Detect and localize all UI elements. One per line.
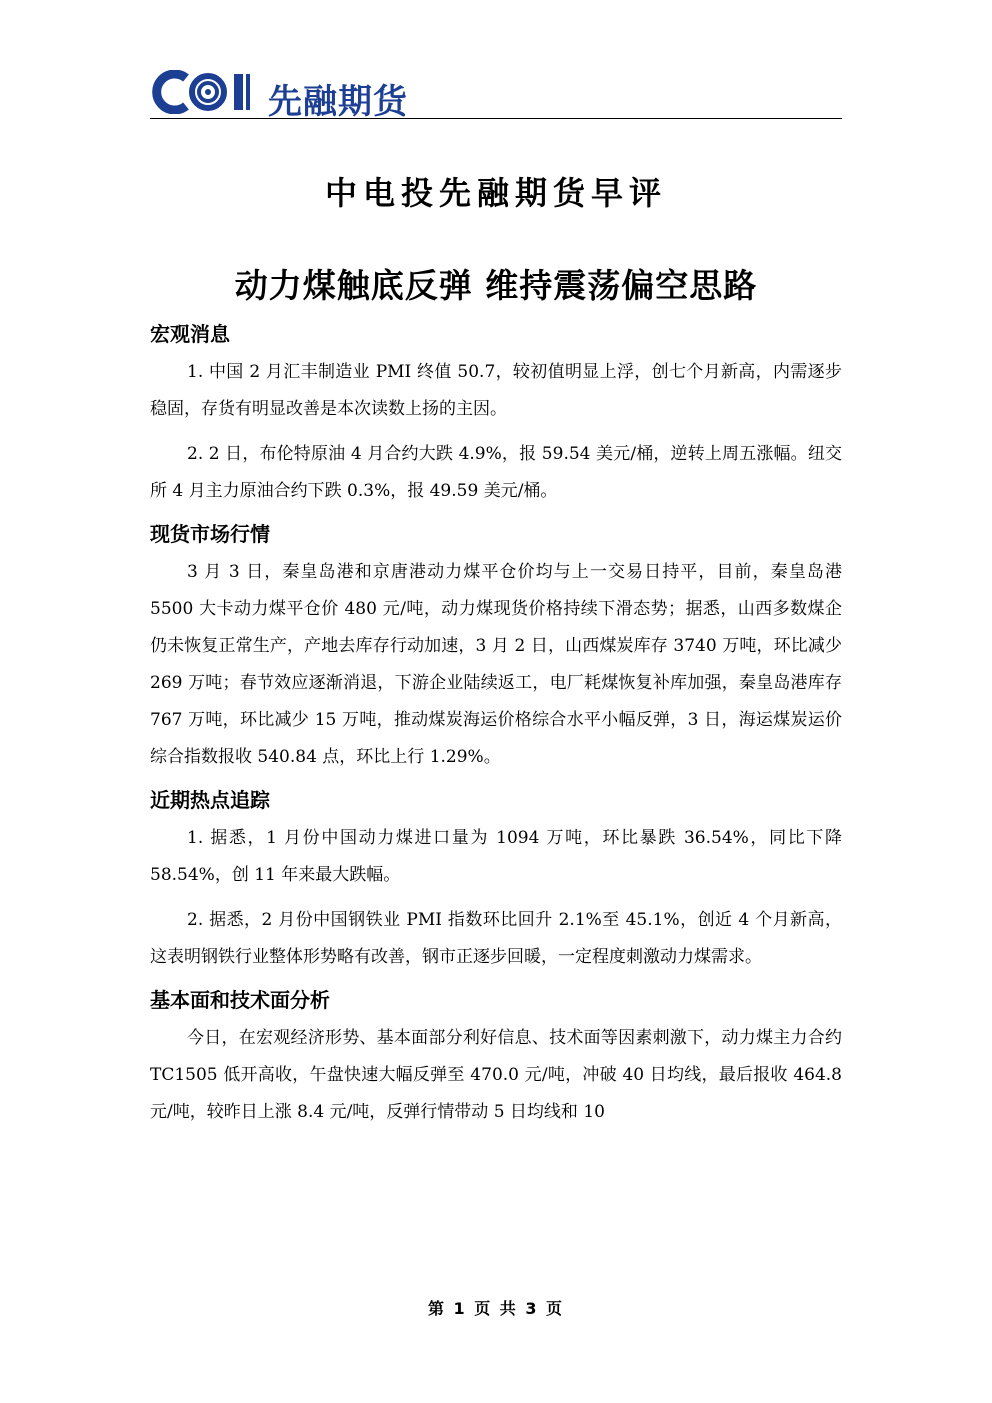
section-macro xyxy=(150,318,842,510)
section-analysis xyxy=(150,984,842,1131)
document-title: 中电投先融期货早评 xyxy=(324,174,667,212)
section-hot-topics xyxy=(150,784,842,976)
paragraph: 今日，在宏观经济形势、基本面部分利好信息、技术面等因素刺激下，动力煤主力合约 TC1505 低开高收，午盘快速大幅反弹至 470.0 元/吨，冲破 40 日均线，最后报收 464.8 元/吨，较昨日上涨 8.4 元/吨，反弹行情带动 5 日均线和 10 xyxy=(150,1028,842,1122)
report-body xyxy=(150,318,842,1139)
paragraph: 1. 据悉，1 月份中国动力煤进口量为 1094 万吨，环比暴跌 36.54%，同比下降 58.54%，创 11 年来最大跌幅。 xyxy=(150,828,842,885)
company-name: 先融期货 xyxy=(268,82,408,122)
section-heading: 现货市场行情 xyxy=(150,522,270,546)
paragraph: 2. 据悉，2 月份中国钢铁业 PMI 指数环比回升 2.1%至 45.1%，创近 4 个月新高，这表明钢铁行业整体形势略有改善，钢市正逐步回暖，一定程度刺激动力煤需求。 xyxy=(150,910,842,967)
document-subtitle: 动力煤触底反弹 维持震荡偏空思路 xyxy=(234,266,758,305)
paragraph: 1. 中国 2 月汇丰制造业 PMI 终值 50.7，较初值明显上浮，创七个月新高，内需逐步稳固，存货有明显改善是本次读数上扬的主因。 xyxy=(150,362,842,419)
section-heading: 近期热点追踪 xyxy=(150,788,270,812)
paragraph: 3 月 3 日，秦皇岛港和京唐港动力煤平仓价均与上一交易日持平，目前，秦皇岛港 5500 大卡动力煤平仓价 480 元/吨，动力煤现货价格持续下滑态势；据悉，山西多数煤企仍未恢复正常生产，产地去库存行动加速，3 月 2 日，山西煤炭库存 3740 万吨，环比减少 269 万吨；春节效应逐渐消退，下游企业陆续返工，电厂耗煤恢复补库加强，秦皇岛港库存 767 万吨，环比减少 15 万吨，推动煤炭海运价格综合水平小幅反弹，3 日，海运煤炭运价综合指数报收 540.84 点，环比上行 1.29%。 xyxy=(150,562,842,767)
section-heading: 宏观消息 xyxy=(150,322,230,346)
paragraph: 2. 2 日，布伦特原油 4 月合约大跌 4.9%，报 59.54 美元/桶，逆转上周五涨幅。纽交所 4 月主力原油合约下跌 0.3%，报 49.59 美元/桶。 xyxy=(150,444,842,501)
page-number: 第 1 页 共 3 页 xyxy=(427,1299,565,1318)
section-spot-market xyxy=(150,518,842,776)
cpi-logo-icon xyxy=(150,70,258,114)
section-heading: 基本面和技术面分析 xyxy=(150,988,330,1012)
page-header xyxy=(150,66,842,122)
